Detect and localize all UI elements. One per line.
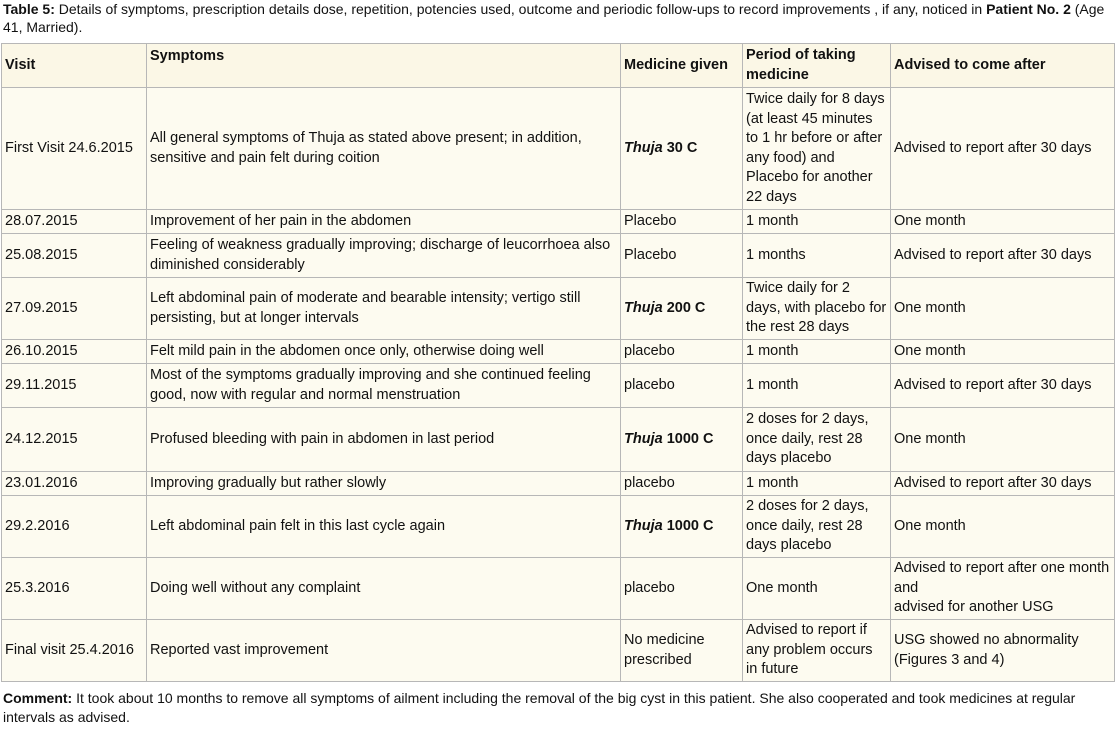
caption-text: Details of symptoms, prescription details dose, repetition, potencies used, outcome and periodic follow-ups to record improvements , if any, noticed in [54,1,987,17]
caption-label: Table 5: [3,1,55,17]
cell-medicine [621,278,743,340]
medicine-name: Thuja [624,517,663,534]
medicine-name: Thuja [624,430,663,447]
cell-visit: First Visit 24.6.2015 [2,88,147,210]
caption-patient-info: (Age 41, Married). [3,1,1105,35]
cell-advised: Advised to report after 30 days [891,234,1115,278]
table-row [2,496,1115,558]
advised-line-2: advised for another USG [894,599,1054,616]
cell-period: Advised to report if any problem occurs in future [743,620,891,682]
cell-symptoms: Most of the symptoms gradually improving and she continued feeling good, now with regular and normal menstruation [147,364,621,408]
advised-line-1: Advised to report after one month and [894,560,1110,596]
table-row [2,88,1115,210]
medicine-strength: 1000 C [662,430,714,447]
table-header-row [2,44,1115,88]
table-row [2,472,1115,496]
cell-period: 1 months [743,234,891,278]
cell-symptoms: Improving gradually but rather slowly [147,472,621,496]
cell-visit: 23.01.2016 [2,472,147,496]
cell-symptoms: All general symptoms of Thuja as stated above present; in addition, sensitive and pain felt during coition [147,88,621,210]
cell-medicine: placebo [621,558,743,620]
table-row [2,210,1115,234]
cell-symptoms: Left abdominal pain felt in this last cycle again [147,496,621,558]
cell-period: 1 month [743,472,891,496]
cell-medicine: No medicine prescribed [621,620,743,682]
cell-period: 1 month [743,210,891,234]
cell-visit: 26.10.2015 [2,340,147,364]
table-row [2,234,1115,278]
table-row [2,340,1115,364]
comment-label: Comment: [3,690,73,706]
cell-symptoms: Felt mild pain in the abdomen once only, otherwise doing well [147,340,621,364]
cell-period: 2 doses for 2 days, once daily, rest 28 days placebo [743,408,891,472]
header-advised: Advised to come after [891,44,1115,88]
medicine-name: Thuja [624,299,663,316]
cell-medicine [621,408,743,472]
header-medicine: Medicine given [621,44,743,88]
cell-visit: 29.2.2016 [2,496,147,558]
cell-medicine: placebo [621,364,743,408]
cell-advised: One month [891,210,1115,234]
cell-medicine: Placebo [621,234,743,278]
cell-advised: One month [891,408,1115,472]
cell-advised: Advised to report after 30 days [891,364,1115,408]
cell-medicine: placebo [621,340,743,364]
cell-period: One month [743,558,891,620]
cell-visit: 25.3.2016 [2,558,147,620]
table-caption [3,0,1111,36]
cell-symptoms: Reported vast improvement [147,620,621,682]
table-row [2,278,1115,340]
cell-period: 1 month [743,340,891,364]
cell-period: Twice daily for 8 days (at least 45 minutes to 1 hr before or after any food) and Placebo for another 22 days [743,88,891,210]
cell-advised: One month [891,340,1115,364]
cell-period: Twice daily for 2 days, with placebo for the rest 28 days [743,278,891,340]
cell-visit: 25.08.2015 [2,234,147,278]
cell-visit: 28.07.2015 [2,210,147,234]
cell-symptoms: Left abdominal pain of moderate and bearable intensity; vertigo still persisting, but at longer intervals [147,278,621,340]
cell-symptoms: Doing well without any complaint [147,558,621,620]
cell-visit: 24.12.2015 [2,408,147,472]
medicine-strength: 30 C [662,139,698,156]
table-row [2,364,1115,408]
medicine-strength: 1000 C [662,517,714,534]
table-row [2,558,1115,620]
medicine-strength: 200 C [662,299,706,316]
header-period: Period of taking medicine [743,44,891,88]
cell-medicine [621,496,743,558]
cell-medicine: placebo [621,472,743,496]
cell-visit: 29.11.2015 [2,364,147,408]
header-visit: Visit [2,44,147,88]
cell-advised: Advised to report after 30 days [891,88,1115,210]
cell-advised: USG showed no abnormality (Figures 3 and 4) [891,620,1115,682]
medicine-name: Thuja [624,139,663,156]
cell-medicine: Placebo [621,210,743,234]
cell-visit: 27.09.2015 [2,278,147,340]
cell-symptoms: Improvement of her pain in the abdomen [147,210,621,234]
table-row [2,408,1115,472]
follow-up-table [1,43,1115,682]
table-comment [3,689,1111,727]
cell-visit: Final visit 25.4.2016 [2,620,147,682]
header-symptoms: Symptoms [147,44,621,88]
cell-symptoms: Profused bleeding with pain in abdomen in last period [147,408,621,472]
cell-advised [891,558,1115,620]
cell-advised: Advised to report after 30 days [891,472,1115,496]
comment-text: It took about 10 months to remove all symptoms of ailment including the removal of the big cyst in this patient. She also cooperated and took medicines at regular intervals as advised. [3,690,1076,725]
cell-advised: One month [891,496,1115,558]
cell-period: 1 month [743,364,891,408]
cell-period: 2 doses for 2 days, once daily, rest 28 days placebo [743,496,891,558]
table-row [2,620,1115,682]
caption-patient-label: Patient No. 2 [986,1,1071,17]
cell-medicine [621,88,743,210]
cell-symptoms: Feeling of weakness gradually improving; discharge of leucorrhoea also diminished considerably [147,234,621,278]
cell-advised: One month [891,278,1115,340]
